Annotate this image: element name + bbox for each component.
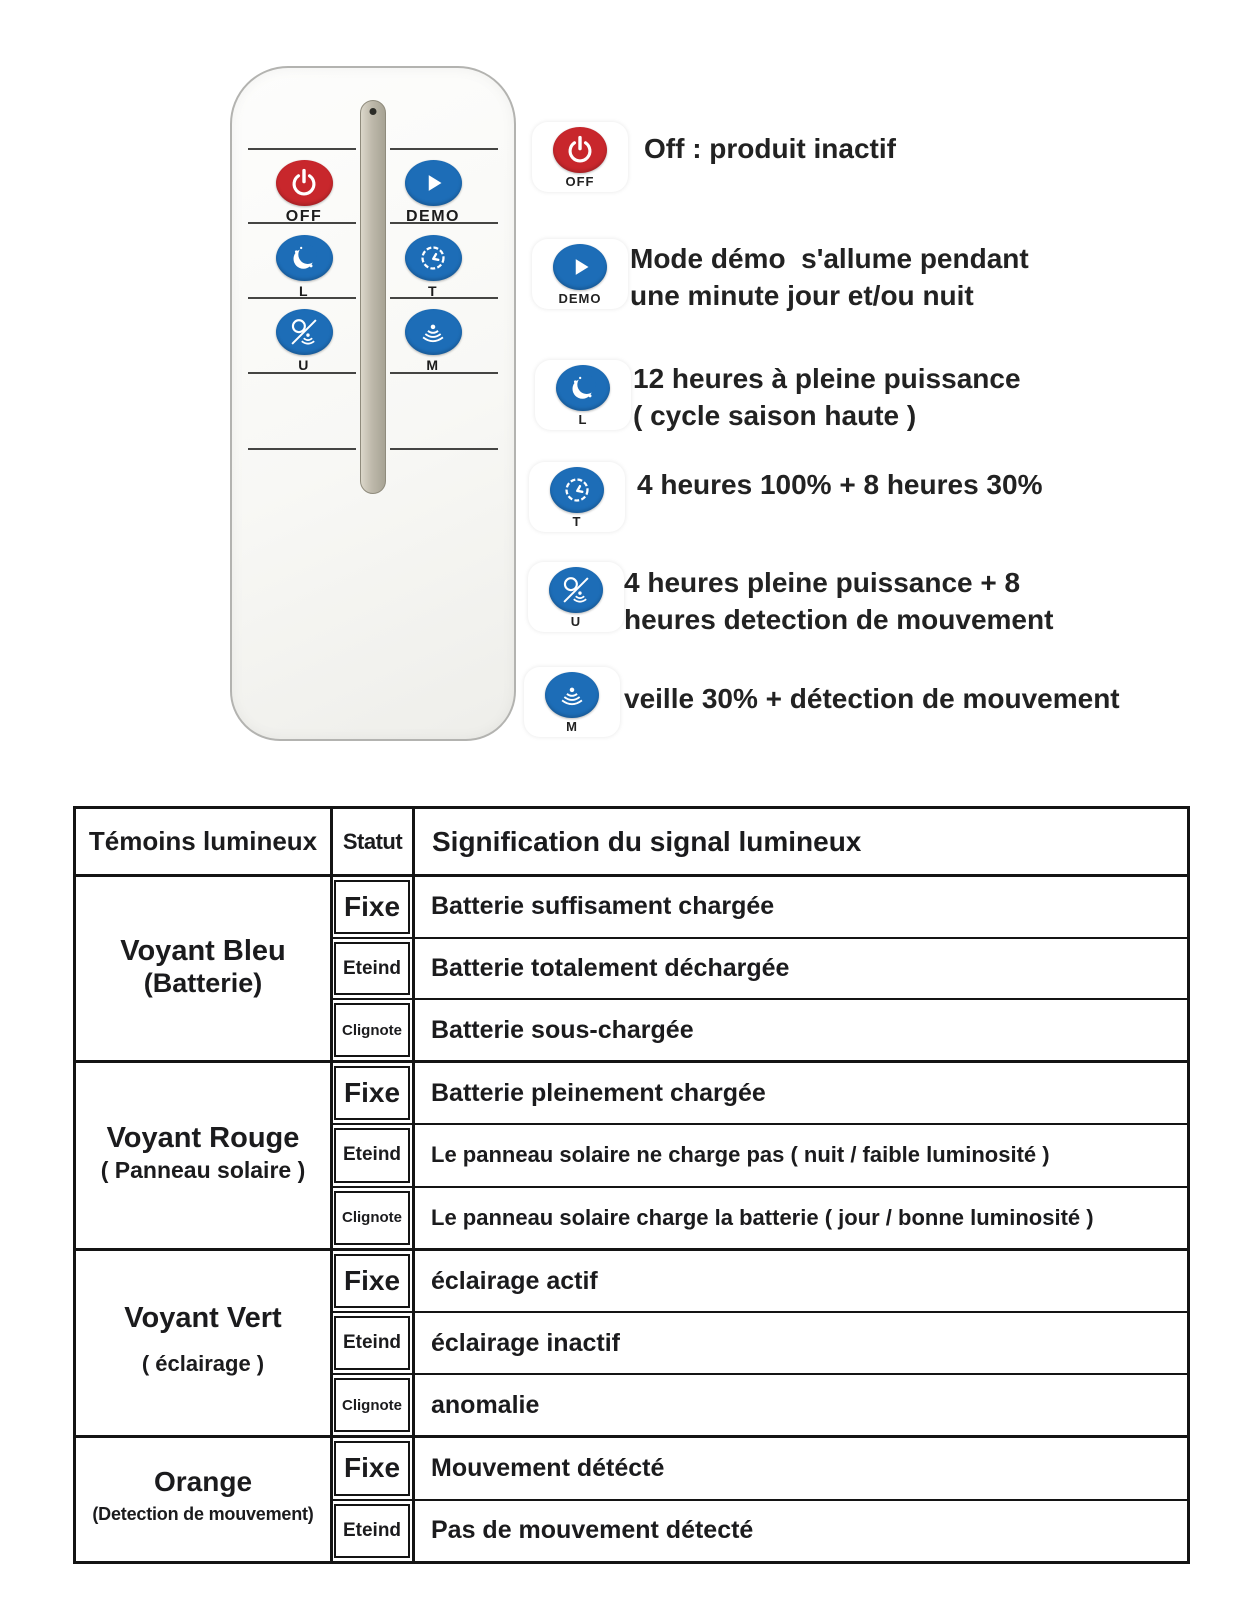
group-subname: ( éclairage ) <box>141 1351 265 1376</box>
signification-cell: Pas de mouvement détecté <box>431 1516 754 1545</box>
status-value: Eteind <box>334 1316 410 1370</box>
legend-description-off <box>644 122 896 167</box>
signification-cell: Le panneau solaire charge la batterie ( jour / bonne luminosité ) <box>431 1204 1094 1230</box>
table-body <box>76 877 1187 1561</box>
remote-button-label-off: OFF <box>285 208 323 225</box>
led-status-table <box>73 806 1190 1564</box>
legend-description-demo <box>630 239 1029 314</box>
legend-description-l <box>633 360 1021 434</box>
legend-description-line: 12 heures à pleine puissance <box>633 363 1021 394</box>
group-rows <box>333 1251 1187 1435</box>
table-header-statut: Statut <box>333 809 415 874</box>
legend-key-l <box>535 360 631 430</box>
table-row <box>333 1501 1187 1562</box>
table-row <box>333 1313 1187 1375</box>
moon-motion-icon <box>549 567 603 613</box>
moon-icon <box>556 365 610 411</box>
status-cell <box>333 1000 415 1060</box>
table-row <box>333 1188 1187 1248</box>
legend-description-u <box>624 562 1053 638</box>
status-cell <box>333 1501 415 1562</box>
legend-item-t <box>529 462 1042 532</box>
status-cell <box>333 1313 415 1373</box>
status-cell <box>333 1438 415 1499</box>
motion-waves-icon <box>545 672 599 718</box>
table-group-bleu <box>76 877 1187 1063</box>
signification-cell: éclairage inactif <box>431 1328 620 1357</box>
legend-key-u <box>528 562 624 632</box>
legend-item-off <box>532 122 896 192</box>
legend-key-label-m: M <box>566 719 578 734</box>
remote-button-l <box>259 235 349 299</box>
group-rows <box>333 877 1187 1060</box>
group-name: Voyant Vert <box>124 1302 282 1334</box>
signification-cell: éclairage actif <box>431 1266 598 1295</box>
table-group-vert <box>76 1251 1187 1438</box>
table-header-signification: Signification du signal lumineux <box>432 825 862 857</box>
legend-item-demo <box>532 239 1029 314</box>
status-cell <box>333 1251 415 1311</box>
table-row <box>333 1125 1187 1187</box>
power-icon <box>276 160 333 206</box>
legend-item-m <box>524 667 1120 737</box>
status-value: Clignote <box>334 1191 410 1245</box>
play-icon <box>553 244 607 290</box>
signification-cell: Batterie totalement déchargée <box>431 954 790 982</box>
group-subname: ( Panneau solaire ) <box>100 1156 306 1183</box>
remote-led-hole <box>370 108 377 115</box>
table-row <box>333 1000 1187 1060</box>
remote-row-line <box>390 448 498 450</box>
status-cell <box>333 877 415 937</box>
signification-cell: Batterie suffisament chargée <box>431 892 775 921</box>
remote-button-label-t: T <box>427 283 439 299</box>
status-value: Fixe <box>334 1254 410 1308</box>
group-name: Voyant Bleu <box>120 934 286 967</box>
status-value: Clignote <box>334 1378 410 1432</box>
legend-description-line: ( cycle saison haute ) <box>633 400 917 431</box>
table-row <box>333 1251 1187 1313</box>
legend-description-line: veille 30% + détection de mouvement <box>624 683 1120 714</box>
status-value: Eteind <box>334 942 410 996</box>
table-header-row <box>76 809 1187 877</box>
power-icon <box>553 127 607 173</box>
signification-cell: anomalie <box>431 1390 540 1419</box>
table-group-rouge <box>76 1063 1187 1251</box>
status-value: Clignote <box>334 1003 410 1057</box>
status-value: Eteind <box>334 1504 410 1559</box>
motion-waves-icon <box>405 309 462 355</box>
group-name-cell-rouge <box>76 1063 333 1248</box>
remote-row-line <box>248 148 356 150</box>
group-subname: (Detection de mouvement) <box>92 1503 314 1524</box>
legend-key-label-off: OFF <box>565 174 595 189</box>
remote-button-t <box>388 235 478 299</box>
legend-key-label-u: U <box>570 614 582 629</box>
legend-key-label-demo: DEMO <box>558 291 602 306</box>
table-row <box>333 939 1187 1001</box>
remote-row-line <box>390 148 498 150</box>
legend-description-t <box>637 462 1042 503</box>
remote-control-photo <box>230 66 516 741</box>
group-name: Orange <box>153 1465 253 1497</box>
table-row <box>333 1375 1187 1435</box>
legend-description-line: une minute jour et/ou nuit <box>630 280 974 311</box>
legend-key-label-l: L <box>578 412 588 427</box>
table-row <box>333 877 1187 939</box>
legend-description-line: heures detection de mouvement <box>624 604 1054 635</box>
table-group-orange <box>76 1438 1187 1561</box>
group-name: Voyant Rouge <box>106 1121 300 1154</box>
remote-button-demo <box>388 160 478 226</box>
group-subname: (Batterie) <box>143 967 263 998</box>
remote-button-u <box>259 309 349 373</box>
group-name-cell-bleu <box>76 877 333 1060</box>
legend-description-line: 4 heures pleine puissance + 8 <box>624 567 1021 598</box>
status-cell <box>333 939 415 999</box>
group-name-cell-vert <box>76 1251 333 1435</box>
group-rows <box>333 1438 1187 1561</box>
status-cell <box>333 1188 415 1248</box>
legend-key-t <box>529 462 625 532</box>
status-value: Eteind <box>334 1128 410 1182</box>
remote-button-label-demo: DEMO <box>406 208 460 225</box>
group-rows <box>333 1063 1187 1248</box>
legend-item-u <box>528 562 1053 638</box>
legend-key-demo <box>532 239 628 309</box>
legend-key-label-t: T <box>572 514 582 529</box>
signification-cell: Batterie sous-chargée <box>431 1015 694 1044</box>
moon-icon <box>276 235 333 281</box>
legend-item-l <box>535 360 1021 434</box>
remote-button-off <box>259 160 349 226</box>
remote-button-label-l: L <box>298 283 310 299</box>
remote-button-label-u: U <box>298 357 310 373</box>
clock-icon <box>405 235 462 281</box>
status-value: Fixe <box>334 880 410 934</box>
legend-description-line: Mode démo s'allume pendant <box>630 243 1029 274</box>
legend-description-line: Off : produit inactif <box>644 133 896 164</box>
signification-cell: Le panneau solaire ne charge pas ( nuit / faible luminosité ) <box>431 1142 1050 1168</box>
moon-motion-icon <box>276 309 333 355</box>
status-value: Fixe <box>334 1066 410 1120</box>
legend-key-off <box>532 122 628 192</box>
table-row <box>333 1063 1187 1125</box>
clock-icon <box>550 467 604 513</box>
remote-button-label-m: M <box>426 357 440 373</box>
remote-center-strip <box>360 100 386 494</box>
table-header-temoins: Témoins lumineux <box>76 809 333 874</box>
status-cell <box>333 1375 415 1435</box>
signification-cell: Batterie pleinement chargée <box>431 1078 766 1107</box>
status-cell <box>333 1125 415 1185</box>
signification-cell: Mouvement détécté <box>431 1453 665 1482</box>
table-row <box>333 1438 1187 1501</box>
group-name-cell-orange <box>76 1438 333 1561</box>
legend-description-m <box>624 667 1120 717</box>
remote-button-m <box>388 309 478 373</box>
remote-row-line <box>248 448 356 450</box>
status-cell <box>333 1063 415 1123</box>
status-value: Fixe <box>334 1441 410 1496</box>
legend-key-m <box>524 667 620 737</box>
play-icon <box>405 160 462 206</box>
legend-description-line: 4 heures 100% + 8 heures 30% <box>637 469 1043 500</box>
